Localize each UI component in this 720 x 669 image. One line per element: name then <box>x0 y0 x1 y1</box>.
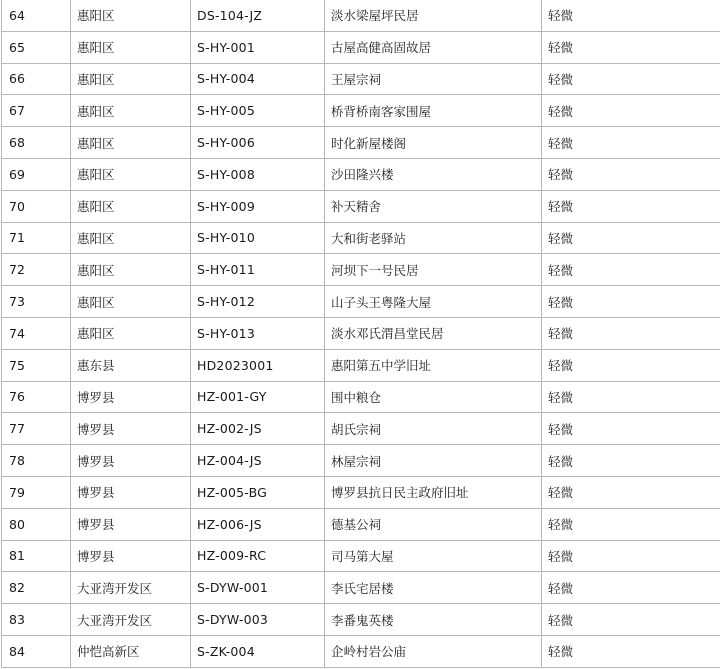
table-body <box>2 0 720 667</box>
code-cell: S-HY-004 <box>191 63 325 95</box>
severity-cell: 轻微 <box>542 635 720 667</box>
table-row <box>2 317 720 349</box>
site-name-cell: 淡水梁屋坪民居 <box>325 0 542 31</box>
site-name-cell: 林屋宗祠 <box>325 445 542 477</box>
site-name-cell: 王屋宗祠 <box>325 63 542 95</box>
site-name-cell: 惠阳第五中学旧址 <box>325 349 542 381</box>
site-name-cell: 时化新屋楼阁 <box>325 127 542 159</box>
table-row <box>2 635 720 667</box>
row-number-cell: 74 <box>2 317 71 349</box>
severity-cell: 轻微 <box>542 190 720 222</box>
district-cell: 博罗县 <box>71 445 191 477</box>
code-cell: S-HY-009 <box>191 190 325 222</box>
row-number-cell: 68 <box>2 127 71 159</box>
severity-cell: 轻微 <box>542 413 720 445</box>
table-row <box>2 413 720 445</box>
district-cell: 惠阳区 <box>71 0 191 31</box>
site-name-cell: 李氏宅居楼 <box>325 572 542 604</box>
code-cell: HZ-006-JS <box>191 508 325 540</box>
site-name-cell: 胡氏宗祠 <box>325 413 542 445</box>
district-cell: 惠阳区 <box>71 31 191 63</box>
code-cell: DS-104-JZ <box>191 0 325 31</box>
site-name-cell: 补天精舍 <box>325 190 542 222</box>
severity-cell: 轻微 <box>542 286 720 318</box>
district-cell: 惠阳区 <box>71 222 191 254</box>
code-cell: S-HY-001 <box>191 31 325 63</box>
district-cell: 惠阳区 <box>71 286 191 318</box>
code-cell: S-HY-008 <box>191 158 325 190</box>
row-number-cell: 65 <box>2 31 71 63</box>
code-cell: S-HY-005 <box>191 95 325 127</box>
table-row <box>2 508 720 540</box>
severity-cell: 轻微 <box>542 254 720 286</box>
district-cell: 惠东县 <box>71 349 191 381</box>
table-row <box>2 190 720 222</box>
severity-cell: 轻微 <box>542 31 720 63</box>
row-number-cell: 78 <box>2 445 71 477</box>
district-cell: 惠阳区 <box>71 63 191 95</box>
severity-cell: 轻微 <box>542 540 720 572</box>
district-cell: 惠阳区 <box>71 95 191 127</box>
row-number-cell: 72 <box>2 254 71 286</box>
district-cell: 惠阳区 <box>71 127 191 159</box>
severity-cell: 轻微 <box>542 222 720 254</box>
table-row <box>2 127 720 159</box>
table-row <box>2 31 720 63</box>
row-number-cell: 76 <box>2 381 71 413</box>
district-cell: 博罗县 <box>71 508 191 540</box>
district-cell: 大亚湾开发区 <box>71 572 191 604</box>
row-number-cell: 81 <box>2 540 71 572</box>
table-row <box>2 445 720 477</box>
site-name-cell: 大和街老驿站 <box>325 222 542 254</box>
district-cell: 大亚湾开发区 <box>71 604 191 636</box>
heritage-table <box>1 0 720 668</box>
row-number-cell: 83 <box>2 604 71 636</box>
severity-cell: 轻微 <box>542 508 720 540</box>
code-cell: HZ-001-GY <box>191 381 325 413</box>
district-cell: 博罗县 <box>71 476 191 508</box>
table-row <box>2 604 720 636</box>
district-cell: 惠阳区 <box>71 158 191 190</box>
site-name-cell: 沙田隆兴楼 <box>325 158 542 190</box>
site-name-cell: 山子头王粤隆大屋 <box>325 286 542 318</box>
code-cell: S-ZK-004 <box>191 635 325 667</box>
district-cell: 博罗县 <box>71 540 191 572</box>
table-row <box>2 222 720 254</box>
row-number-cell: 75 <box>2 349 71 381</box>
severity-cell: 轻微 <box>542 445 720 477</box>
code-cell: HZ-009-RC <box>191 540 325 572</box>
row-number-cell: 64 <box>2 0 71 31</box>
table-row <box>2 63 720 95</box>
site-name-cell: 企岭村岩公庙 <box>325 635 542 667</box>
severity-cell: 轻微 <box>542 349 720 381</box>
severity-cell: 轻微 <box>542 476 720 508</box>
severity-cell: 轻微 <box>542 127 720 159</box>
row-number-cell: 69 <box>2 158 71 190</box>
row-number-cell: 77 <box>2 413 71 445</box>
district-cell: 惠阳区 <box>71 317 191 349</box>
severity-cell: 轻微 <box>542 572 720 604</box>
row-number-cell: 82 <box>2 572 71 604</box>
code-cell: S-HY-006 <box>191 127 325 159</box>
code-cell: HZ-004-JS <box>191 445 325 477</box>
district-cell: 仲恺高新区 <box>71 635 191 667</box>
row-number-cell: 73 <box>2 286 71 318</box>
site-name-cell: 淡水邓氏渭昌堂民居 <box>325 317 542 349</box>
site-name-cell: 德基公祠 <box>325 508 542 540</box>
row-number-cell: 66 <box>2 63 71 95</box>
code-cell: HZ-002-JS <box>191 413 325 445</box>
code-cell: S-DYW-001 <box>191 572 325 604</box>
code-cell: S-HY-013 <box>191 317 325 349</box>
table-row <box>2 158 720 190</box>
table-row <box>2 0 720 31</box>
district-cell: 博罗县 <box>71 413 191 445</box>
site-name-cell: 博罗县抗日民主政府旧址 <box>325 476 542 508</box>
site-name-cell: 河坝下一号民居 <box>325 254 542 286</box>
table-row <box>2 349 720 381</box>
table-row <box>2 381 720 413</box>
code-cell: HD2023001 <box>191 349 325 381</box>
row-number-cell: 67 <box>2 95 71 127</box>
severity-cell: 轻微 <box>542 158 720 190</box>
row-number-cell: 70 <box>2 190 71 222</box>
severity-cell: 轻微 <box>542 63 720 95</box>
code-cell: S-HY-011 <box>191 254 325 286</box>
site-name-cell: 李番鬼英楼 <box>325 604 542 636</box>
table-row <box>2 540 720 572</box>
district-cell: 博罗县 <box>71 381 191 413</box>
row-number-cell: 79 <box>2 476 71 508</box>
severity-cell: 轻微 <box>542 381 720 413</box>
site-name-cell: 古屋高健高固故居 <box>325 31 542 63</box>
severity-cell: 轻微 <box>542 604 720 636</box>
severity-cell: 轻微 <box>542 0 720 31</box>
code-cell: S-DYW-003 <box>191 604 325 636</box>
site-name-cell: 围中粮仓 <box>325 381 542 413</box>
code-cell: S-HY-010 <box>191 222 325 254</box>
row-number-cell: 84 <box>2 635 71 667</box>
code-cell: HZ-005-BG <box>191 476 325 508</box>
district-cell: 惠阳区 <box>71 254 191 286</box>
table-row <box>2 95 720 127</box>
table-row <box>2 254 720 286</box>
row-number-cell: 71 <box>2 222 71 254</box>
code-cell: S-HY-012 <box>191 286 325 318</box>
severity-cell: 轻微 <box>542 317 720 349</box>
table-row <box>2 476 720 508</box>
site-name-cell: 桥背桥南客家围屋 <box>325 95 542 127</box>
row-number-cell: 80 <box>2 508 71 540</box>
district-cell: 惠阳区 <box>71 190 191 222</box>
site-name-cell: 司马第大屋 <box>325 540 542 572</box>
table-row <box>2 572 720 604</box>
severity-cell: 轻微 <box>542 95 720 127</box>
table-row <box>2 286 720 318</box>
